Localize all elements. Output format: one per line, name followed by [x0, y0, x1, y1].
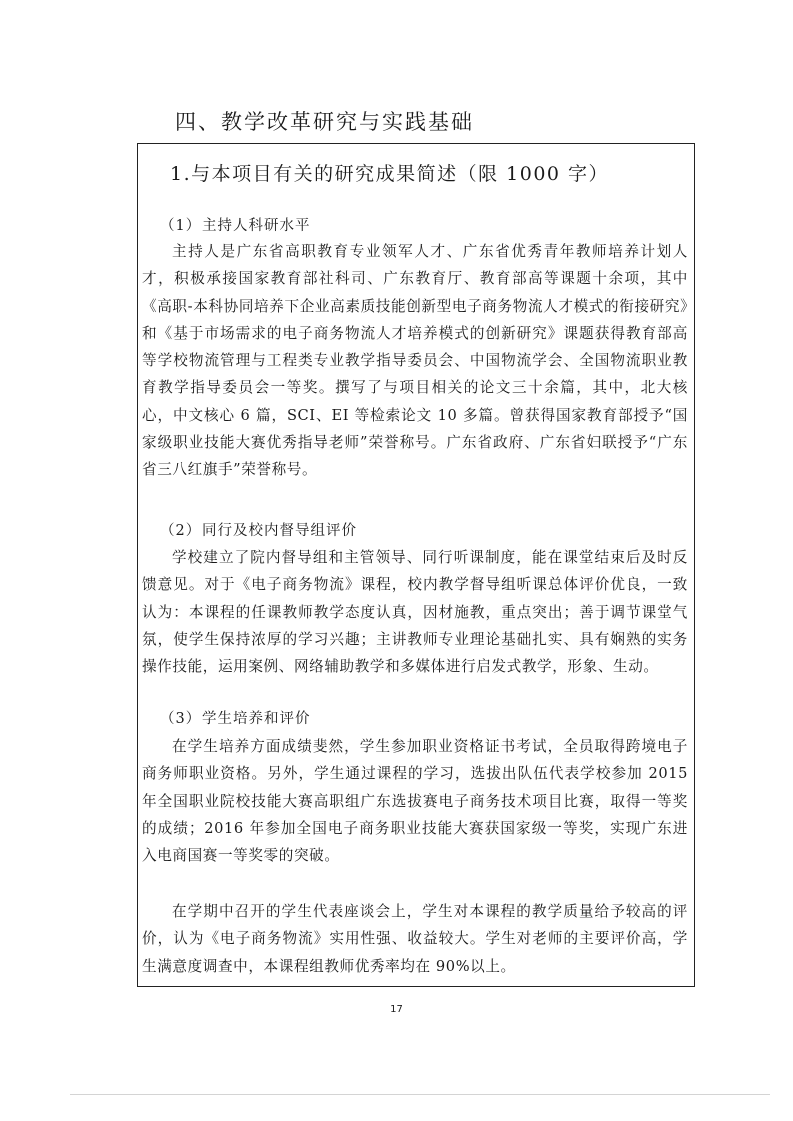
box-title: 1.与本项目有关的研究成果简述（限 1000 字）: [170, 163, 610, 185]
bottom-divider: [70, 1094, 770, 1095]
subsection-title: 学生培养和评价: [202, 711, 311, 727]
section-heading: 四、教学改革研究与实践基础: [175, 110, 474, 134]
subsection-number: （3）: [160, 711, 202, 727]
paragraph-student-training: 在学生培养方面成绩斐然，学生参加职业资格证书考试，全员取得跨境电子商务师职业资格。另外，学生通过课程的学习，选拔出队伍代表学校参加 2015 年全国职业院校技能大赛高职组广东选拔赛电子商务技术项目比赛，取得一等奖的成绩；2016 年参加全国电子商务职业技能大赛获国家级一等奖，实现广东进入电商国赛一等奖零的突破。: [142, 738, 688, 865]
paragraph-student-feedback: 在学期中召开的学生代表座谈会上，学生对本课程的教学质量给予较高的评价，认为《电子商务物流》实用性强、收益较大。学生对老师的主要评价高，学生满意度调查中，本课程组教师优秀率均在 90%以上。: [142, 903, 688, 975]
paragraph-research-level: 主持人是广东省高职教育专业领军人才、广东省优秀青年教师培养计划人才，积极承接国家教育部社科司、广东教育厅、教育部高等课题十余项，其中《高职-本科协同培养下企业高素质技能创新型电子商务物流人才模式的衔接研究》和《基于市场需求的电子商务物流人才培养模式的创新研究》课题获得教育部高等学校物流管理与工程类专业教学指导委员会、中国物流学会、全国物流职业教育教学指导委员会一等奖。撰写了与项目相关的论文三十余篇，其中，北大核心，中文核心 6 篇，SCI、EI 等检索论文 10 多篇。曾获得国家教育部授予“国家级职业技能大赛优秀指导老师”荣誉称号。广东省政府、广东省妇联授予“广东省三八红旗手”荣誉称号。: [142, 243, 688, 479]
subsection-number: （1）: [160, 218, 202, 234]
page-number: 17: [390, 1004, 403, 1015]
subsection-number: （2）: [160, 523, 202, 539]
subsection-title: 同行及校内督导组评价: [202, 523, 357, 539]
content-box: [137, 143, 695, 987]
paragraph-peer-evaluation: 学校建立了院内督导组和主管领导、同行听课制度，能在课堂结束后及时反馈意见。对于《电子商务物流》课程，校内教学督导组听课总体评价优良，一致认为：本课程的任课教师教学态度认真，因材施教，重点突出；善于调节课堂气氛，使学生保持浓厚的学习兴趣；主讲教师专业理论基础扎实、具有娴熟的实务操作技能，运用案例、网络辅助教学和多媒体进行启发式教学，形象、生动。: [142, 549, 688, 676]
subsection-heading-research-level: [160, 214, 311, 235]
subsection-heading-student-training: [160, 707, 311, 728]
subsection-title: 主持人科研水平: [202, 218, 311, 234]
subsection-heading-peer-evaluation: [160, 519, 357, 540]
